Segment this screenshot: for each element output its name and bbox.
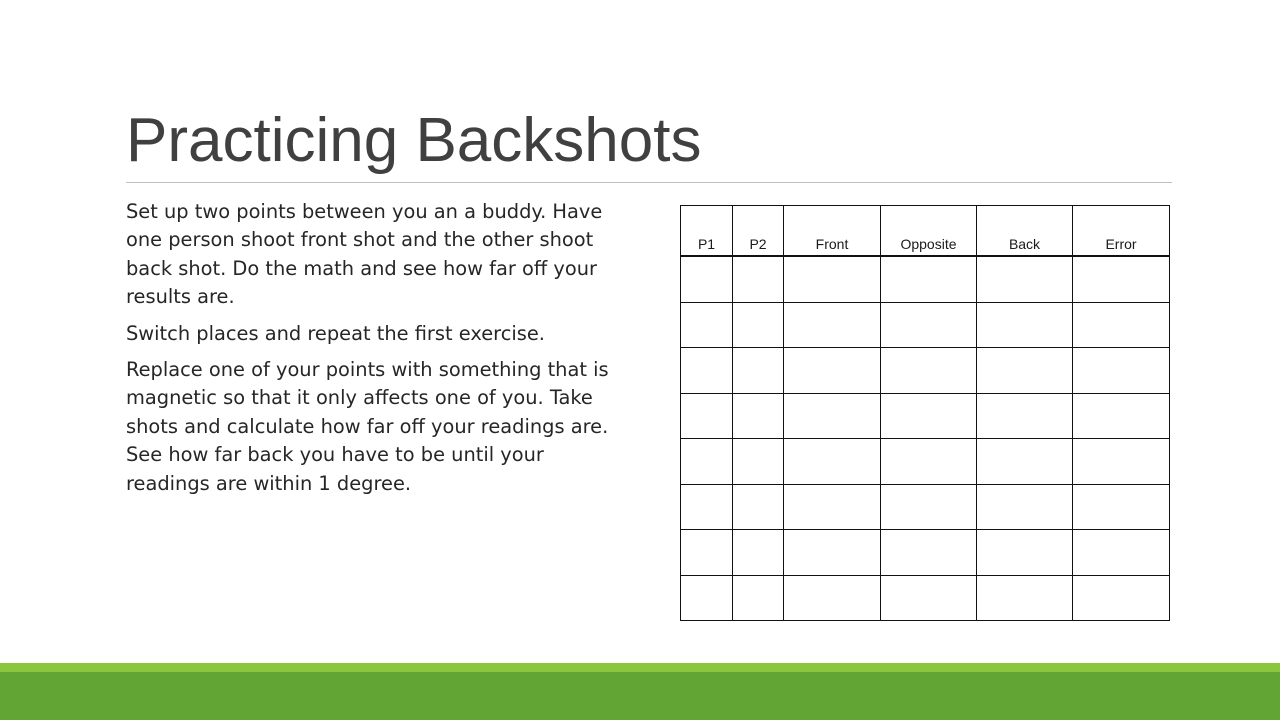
backshot-log-table xyxy=(680,205,1170,621)
table-cell xyxy=(681,256,733,302)
table-header-row xyxy=(681,206,1170,257)
table-cell xyxy=(733,439,784,485)
table-cell xyxy=(733,484,784,530)
table-cell xyxy=(881,439,977,485)
table-cell xyxy=(1073,348,1170,394)
table-cell xyxy=(733,530,784,576)
table-cell xyxy=(784,575,881,621)
table-row xyxy=(681,393,1170,439)
table-cell xyxy=(1073,530,1170,576)
table-cell xyxy=(681,575,733,621)
backshot-log-table-image xyxy=(677,202,1171,632)
table-row xyxy=(681,530,1170,576)
header-back: Back xyxy=(977,206,1073,257)
table-row xyxy=(681,302,1170,348)
table-cell xyxy=(784,348,881,394)
footer-bar xyxy=(0,672,1280,720)
table-cell xyxy=(881,484,977,530)
table-cell xyxy=(1073,484,1170,530)
paragraph-setup: Set up two points between you an a buddy. Have one person shoot front shot and the other shoot back shot. Do the math and see how far off your results are. xyxy=(126,200,603,309)
table-cell xyxy=(881,575,977,621)
table-row xyxy=(681,439,1170,485)
table-cell xyxy=(681,530,733,576)
table-cell xyxy=(881,256,977,302)
table-cell xyxy=(681,393,733,439)
table-cell xyxy=(1073,575,1170,621)
table-cell xyxy=(681,439,733,485)
table-cell xyxy=(977,575,1073,621)
slide-title: Practicing Backshots xyxy=(126,106,702,175)
table-cell xyxy=(1073,439,1170,485)
table-cell xyxy=(881,393,977,439)
table-cell xyxy=(681,348,733,394)
header-front: Front xyxy=(784,206,881,257)
table-cell xyxy=(1073,393,1170,439)
table-cell xyxy=(977,393,1073,439)
table-cell xyxy=(977,302,1073,348)
paragraph-switch: Switch places and repeat the first exercise. xyxy=(126,321,545,345)
table-cell xyxy=(733,256,784,302)
table-row xyxy=(681,348,1170,394)
header-p2: P2 xyxy=(733,206,784,257)
table-cell xyxy=(977,484,1073,530)
table-cell xyxy=(784,302,881,348)
table-cell xyxy=(733,302,784,348)
title-divider xyxy=(126,182,1172,183)
body-text xyxy=(126,198,631,506)
table-cell xyxy=(977,256,1073,302)
table-cell xyxy=(881,302,977,348)
table-row xyxy=(681,256,1170,302)
table-cell xyxy=(681,484,733,530)
table-cell xyxy=(733,393,784,439)
paragraph-magnetic: Replace one of your points with something that is magnetic so that it only affects one of you. Take shots and calculate how far off your readings are. See how far back you have to be until your readings are within 1 degree. xyxy=(126,358,609,495)
table-cell xyxy=(681,302,733,348)
header-opposite: Opposite xyxy=(881,206,977,257)
table-cell xyxy=(1073,256,1170,302)
table-cell xyxy=(784,256,881,302)
table-row xyxy=(681,575,1170,621)
table-cell xyxy=(881,530,977,576)
table-cell xyxy=(784,530,881,576)
table-cell xyxy=(977,348,1073,394)
footer-accent-stripe xyxy=(0,663,1280,672)
header-error: Error xyxy=(1073,206,1170,257)
table-cell xyxy=(1073,302,1170,348)
table-cell xyxy=(881,348,977,394)
table-cell xyxy=(784,484,881,530)
header-p1: P1 xyxy=(681,206,733,257)
table-cell xyxy=(977,439,1073,485)
table-cell xyxy=(733,348,784,394)
table-row xyxy=(681,484,1170,530)
table-cell xyxy=(733,575,784,621)
table-cell xyxy=(784,439,881,485)
table-cell xyxy=(784,393,881,439)
table-cell xyxy=(977,530,1073,576)
table-body xyxy=(681,256,1170,621)
